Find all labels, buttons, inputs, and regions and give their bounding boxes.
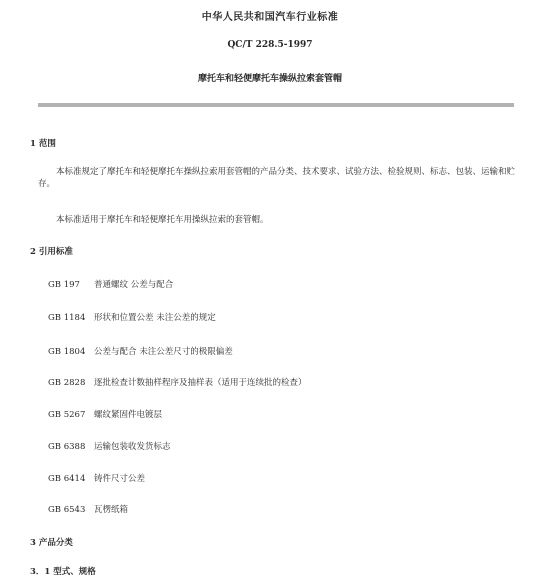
reference-item bbox=[48, 441, 171, 453]
reference-code: GB 6414 bbox=[48, 474, 86, 484]
standard-number: QC/T 228.5-1997 bbox=[227, 40, 313, 50]
issuing-organization: 中华人民共和国汽车行业标准 bbox=[201, 12, 339, 23]
reference-title: 普通螺纹 公差与配合 bbox=[94, 280, 174, 290]
reference-title: 铸件尺寸公差 bbox=[94, 474, 146, 484]
header-divider bbox=[38, 103, 514, 107]
reference-item bbox=[48, 377, 307, 389]
reference-item bbox=[48, 346, 233, 358]
reference-item bbox=[48, 312, 216, 324]
reference-code: GB 197 bbox=[48, 280, 80, 290]
reference-item bbox=[48, 279, 173, 291]
reference-title: 形状和位置公差 未注公差的规定 bbox=[94, 313, 216, 323]
reference-title: 逐批检查计数抽样程序及抽样表（适用于连续批的检查） bbox=[94, 378, 307, 388]
reference-title: 运输包装收发货标志 bbox=[94, 442, 171, 452]
reference-item bbox=[48, 409, 162, 421]
reference-code: GB 1804 bbox=[48, 347, 86, 357]
reference-item bbox=[48, 473, 145, 485]
reference-title: 瓦楞纸箱 bbox=[94, 505, 129, 515]
section-heading-references: 2 引用标准 bbox=[30, 247, 73, 257]
reference-code: GB 2828 bbox=[48, 378, 86, 388]
reference-code: GB 1184 bbox=[48, 313, 86, 323]
scope-paragraph-2: 本标准适用于摩托车和轻便摩托车用操纵拉索的套管帽。 bbox=[56, 215, 269, 225]
section-heading-scope: 1 范围 bbox=[30, 139, 56, 149]
section-heading-classification: 3 产品分类 bbox=[30, 538, 73, 548]
reference-item bbox=[48, 504, 128, 516]
reference-title: 公差与配合 未注公差尺寸的极限偏差 bbox=[94, 347, 233, 357]
scope-paragraph-1: 本标准规定了摩托车和轻便摩托车操纵拉索用套管帽的产品分类、技术要求、试验方法、检验规则、标志、包装、运输和贮存。 bbox=[38, 167, 516, 189]
reference-title: 螺纹紧固件电镀层 bbox=[94, 410, 163, 420]
reference-code: GB 6543 bbox=[48, 505, 86, 515]
subsection-heading-type-spec: 3．1 型式、规格 bbox=[30, 567, 96, 577]
document-title: 摩托车和轻便摩托车操纵拉索套管帽 bbox=[197, 74, 342, 84]
reference-code: GB 6388 bbox=[48, 442, 86, 452]
reference-code: GB 5267 bbox=[48, 410, 86, 420]
